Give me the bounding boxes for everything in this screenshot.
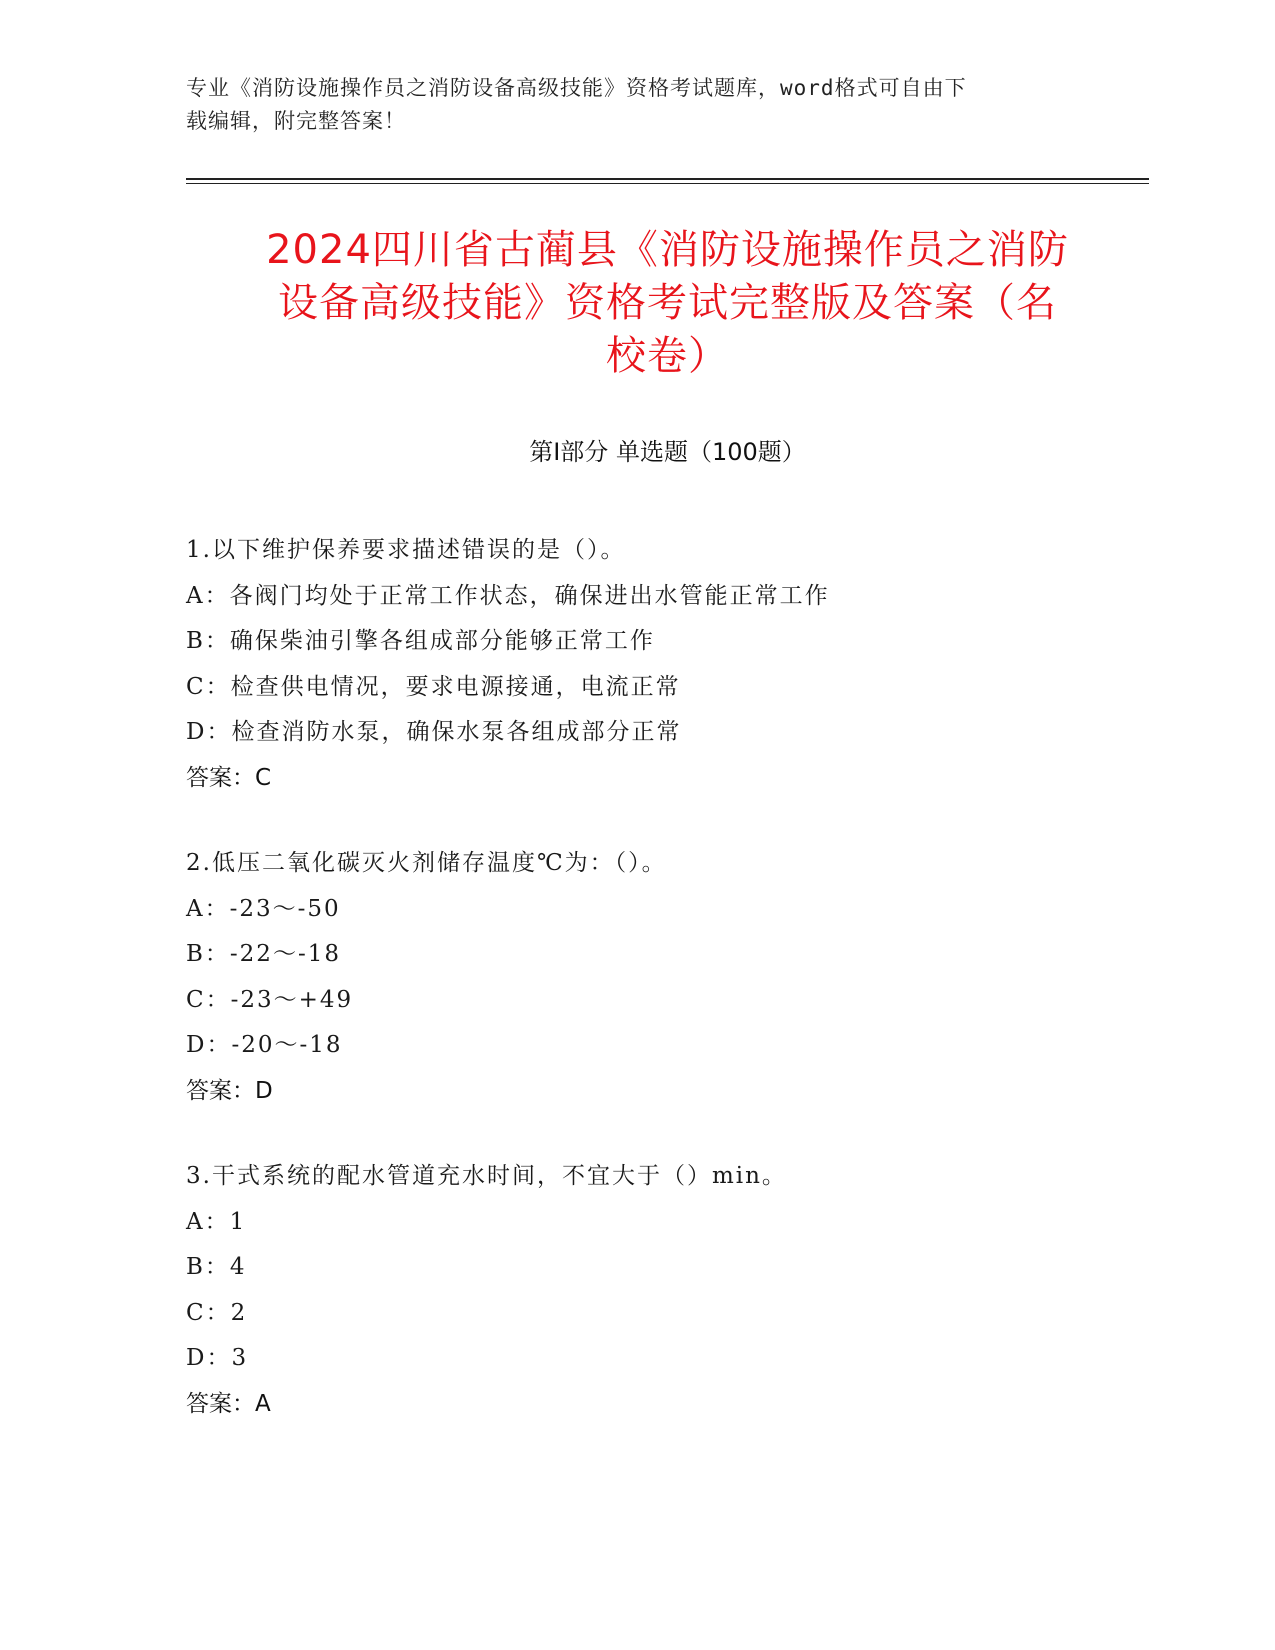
section-heading: 第Ⅰ部分 单选题（100题） [529,438,806,466]
document-title-line-3: 校卷） [606,333,729,379]
option-c: C：-23～+49 [186,986,354,1013]
header-divider-thick [186,178,1149,180]
option-d: D：3 [186,1345,249,1371]
option-b: B：-22～-18 [186,941,341,967]
option-d: D：检查消防水泵，确保水泵各组成部分正常 [186,719,682,745]
header-note [186,72,1086,138]
option-c: C：2 [186,1299,248,1326]
question-list [186,528,1149,1467]
question-2 [186,841,1149,1114]
question-3 [186,1154,1149,1427]
answer-label: 答案：C [186,764,272,791]
question-stem: 3.干式系统的配水管道充水时间，不宜大于（）min。 [186,1163,787,1189]
document-title [186,224,1149,383]
question-stem: 2.低压二氧化碳灭火剂储存温度℃为：（）。 [186,850,667,876]
header-divider-thin [186,183,1149,184]
option-a: A：1 [186,1208,247,1235]
document-title-line-1: 2024四川省古蔺县《消防设施操作员之消防 [266,227,1069,273]
answer-label: 答案：D [186,1077,273,1104]
answer-label: 答案：A [186,1390,271,1417]
option-a: A：-23～-50 [186,895,341,922]
option-a: A：各阀门均处于正常工作状态，确保进出水管能正常工作 [186,582,830,609]
option-b: B：确保柴油引擎各组成部分能够正常工作 [186,628,655,654]
document-title-line-2: 设备高级技能》资格考试完整版及答案（名 [278,280,1057,326]
header-note-line-2: 载编辑，附完整答案！ [186,109,406,133]
option-d: D：-20～-18 [186,1032,343,1058]
option-c: C：检查供电情况，要求电源接通，电流正常 [186,673,681,700]
question-stem: 1.以下维护保养要求描述错误的是（）。 [186,537,626,563]
header-note-line-1: 专业《消防设施操作员之消防设备高级技能》资格考试题库，word格式可自由下 [186,76,967,100]
option-b: B：4 [186,1254,247,1280]
question-1 [186,528,1149,801]
